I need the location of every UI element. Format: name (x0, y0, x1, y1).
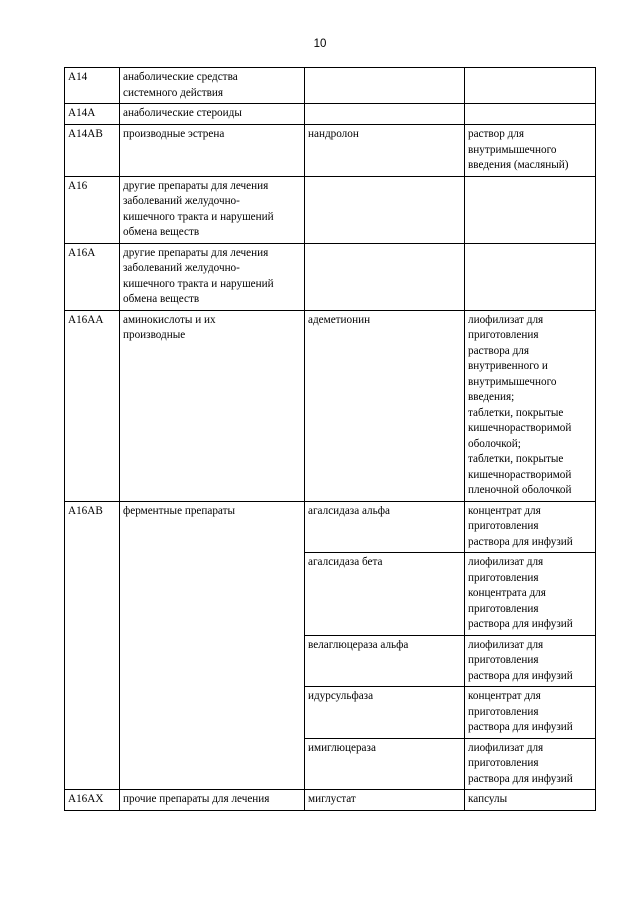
group-name-cell: аминокислоты и их производные (120, 310, 305, 501)
atc-code-cell: A16 (65, 176, 120, 243)
group-name-cell: другие препараты для лечения заболеваний желудочно- кишечного тракта и нарушений обмена веществ (120, 176, 305, 243)
drug-classification-table (64, 67, 596, 811)
drug-name-cell: агалсидаза бета (305, 553, 465, 636)
dosage-form-cell (465, 104, 596, 125)
drug-name-cell (305, 68, 465, 104)
drug-name-cell (305, 243, 465, 310)
drug-name-cell (305, 176, 465, 243)
drug-name-cell: агалсидаза альфа (305, 501, 465, 553)
table-row (65, 790, 596, 811)
group-name-cell: ферментные препараты (120, 501, 305, 790)
dosage-form-cell (465, 176, 596, 243)
dosage-form-cell: концентрат для приготовления раствора для инфузий (465, 501, 596, 553)
drug-name-cell: велаглюцераза альфа (305, 635, 465, 687)
table-row (65, 104, 596, 125)
drug-name-cell: адеметионин (305, 310, 465, 501)
atc-code-cell: A16AB (65, 501, 120, 790)
table-row (65, 310, 596, 501)
page-number: 10 (313, 38, 327, 50)
drug-name-cell: нандролон (305, 125, 465, 177)
dosage-form-cell: капсулы (465, 790, 596, 811)
atc-code-cell: A16AX (65, 790, 120, 811)
table-row (65, 501, 596, 553)
atc-code-cell: A16AA (65, 310, 120, 501)
group-name-cell: анаболические средства системного действия (120, 68, 305, 104)
dosage-form-cell: лиофилизат для приготовления раствора для внутривенного и внутримышечного введения; таблетки, покрытые кишечнорастворимой оболочкой; таблетки, покрытые кишечнорастворимой пленочной оболочкой (465, 310, 596, 501)
dosage-form-cell: лиофилизат для приготовления концентрата для приготовления раствора для инфузий (465, 553, 596, 636)
atc-code-cell: A14A (65, 104, 120, 125)
table-row (65, 176, 596, 243)
atc-code-cell: A14 (65, 68, 120, 104)
group-name-cell: прочие препараты для лечения (120, 790, 305, 811)
dosage-form-cell (465, 68, 596, 104)
dosage-form-cell: лиофилизат для приготовления раствора для инфузий (465, 635, 596, 687)
group-name-cell: другие препараты для лечения заболеваний желудочно- кишечного тракта и нарушений обмена веществ (120, 243, 305, 310)
group-name-cell: анаболические стероиды (120, 104, 305, 125)
drug-name-cell (305, 104, 465, 125)
dosage-form-cell (465, 243, 596, 310)
drug-name-cell: миглустат (305, 790, 465, 811)
table-row (65, 125, 596, 177)
dosage-form-cell: концентрат для приготовления раствора для инфузий (465, 687, 596, 739)
dosage-form-cell: лиофилизат для приготовления раствора для инфузий (465, 738, 596, 790)
group-name-cell: производные эстрена (120, 125, 305, 177)
table-row (65, 68, 596, 104)
table-row (65, 243, 596, 310)
dosage-form-cell: раствор для внутримышечного введения (масляный) (465, 125, 596, 177)
atc-code-cell: A14AB (65, 125, 120, 177)
atc-code-cell: A16A (65, 243, 120, 310)
drug-name-cell: имиглюцераза (305, 738, 465, 790)
drug-name-cell: идурсульфаза (305, 687, 465, 739)
